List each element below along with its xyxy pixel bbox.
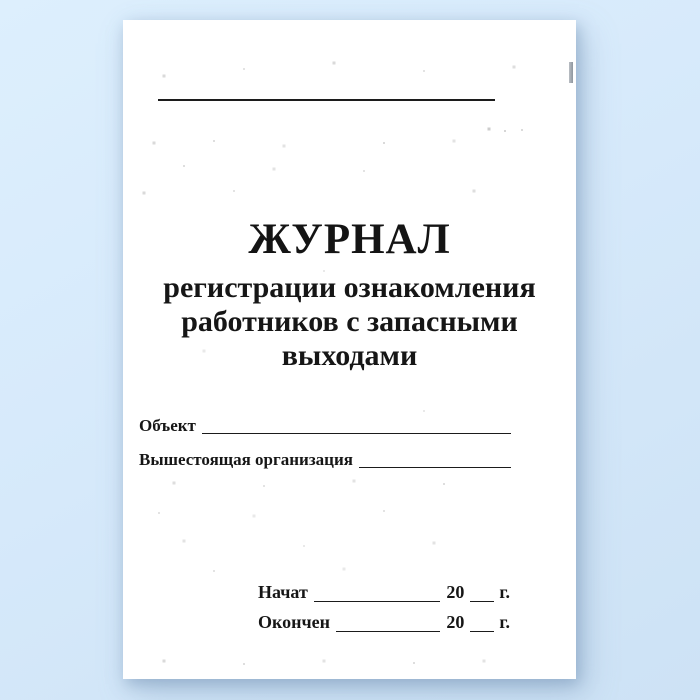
finished-field-row — [258, 612, 510, 634]
scan-artifact — [569, 62, 573, 83]
finished-year-suffix: г. — [499, 612, 510, 632]
subtitle-line-3: выходами — [281, 339, 418, 372]
started-year-suffix: г. — [499, 582, 510, 602]
object-blank-line — [202, 433, 511, 434]
organization-blank-line — [359, 467, 511, 468]
organization-label: Вышестоящая организация — [139, 450, 353, 469]
top-divider-line — [158, 99, 495, 101]
finished-label: Окончен — [258, 612, 331, 632]
organization-field-row — [139, 450, 511, 470]
object-field-row — [139, 416, 511, 436]
started-year-blank-line — [470, 601, 494, 602]
journal-subtitle — [123, 271, 576, 373]
document-page — [123, 20, 576, 679]
finished-year-blank-line — [470, 631, 494, 632]
started-label: Начат — [258, 582, 308, 602]
finished-year-prefix: 20 — [446, 612, 465, 632]
finished-blank-line — [336, 631, 440, 632]
started-field-row — [258, 582, 510, 604]
subtitle-line-1: регистрации ознакомления — [163, 271, 536, 304]
scan-noise — [123, 20, 125, 22]
started-blank-line — [314, 601, 441, 602]
subtitle-line-2: работников с запасными — [181, 305, 518, 338]
started-year-prefix: 20 — [446, 582, 465, 602]
object-label: Объект — [139, 416, 196, 435]
title-block — [123, 218, 576, 373]
journal-title: ЖУРНАЛ — [248, 216, 451, 263]
